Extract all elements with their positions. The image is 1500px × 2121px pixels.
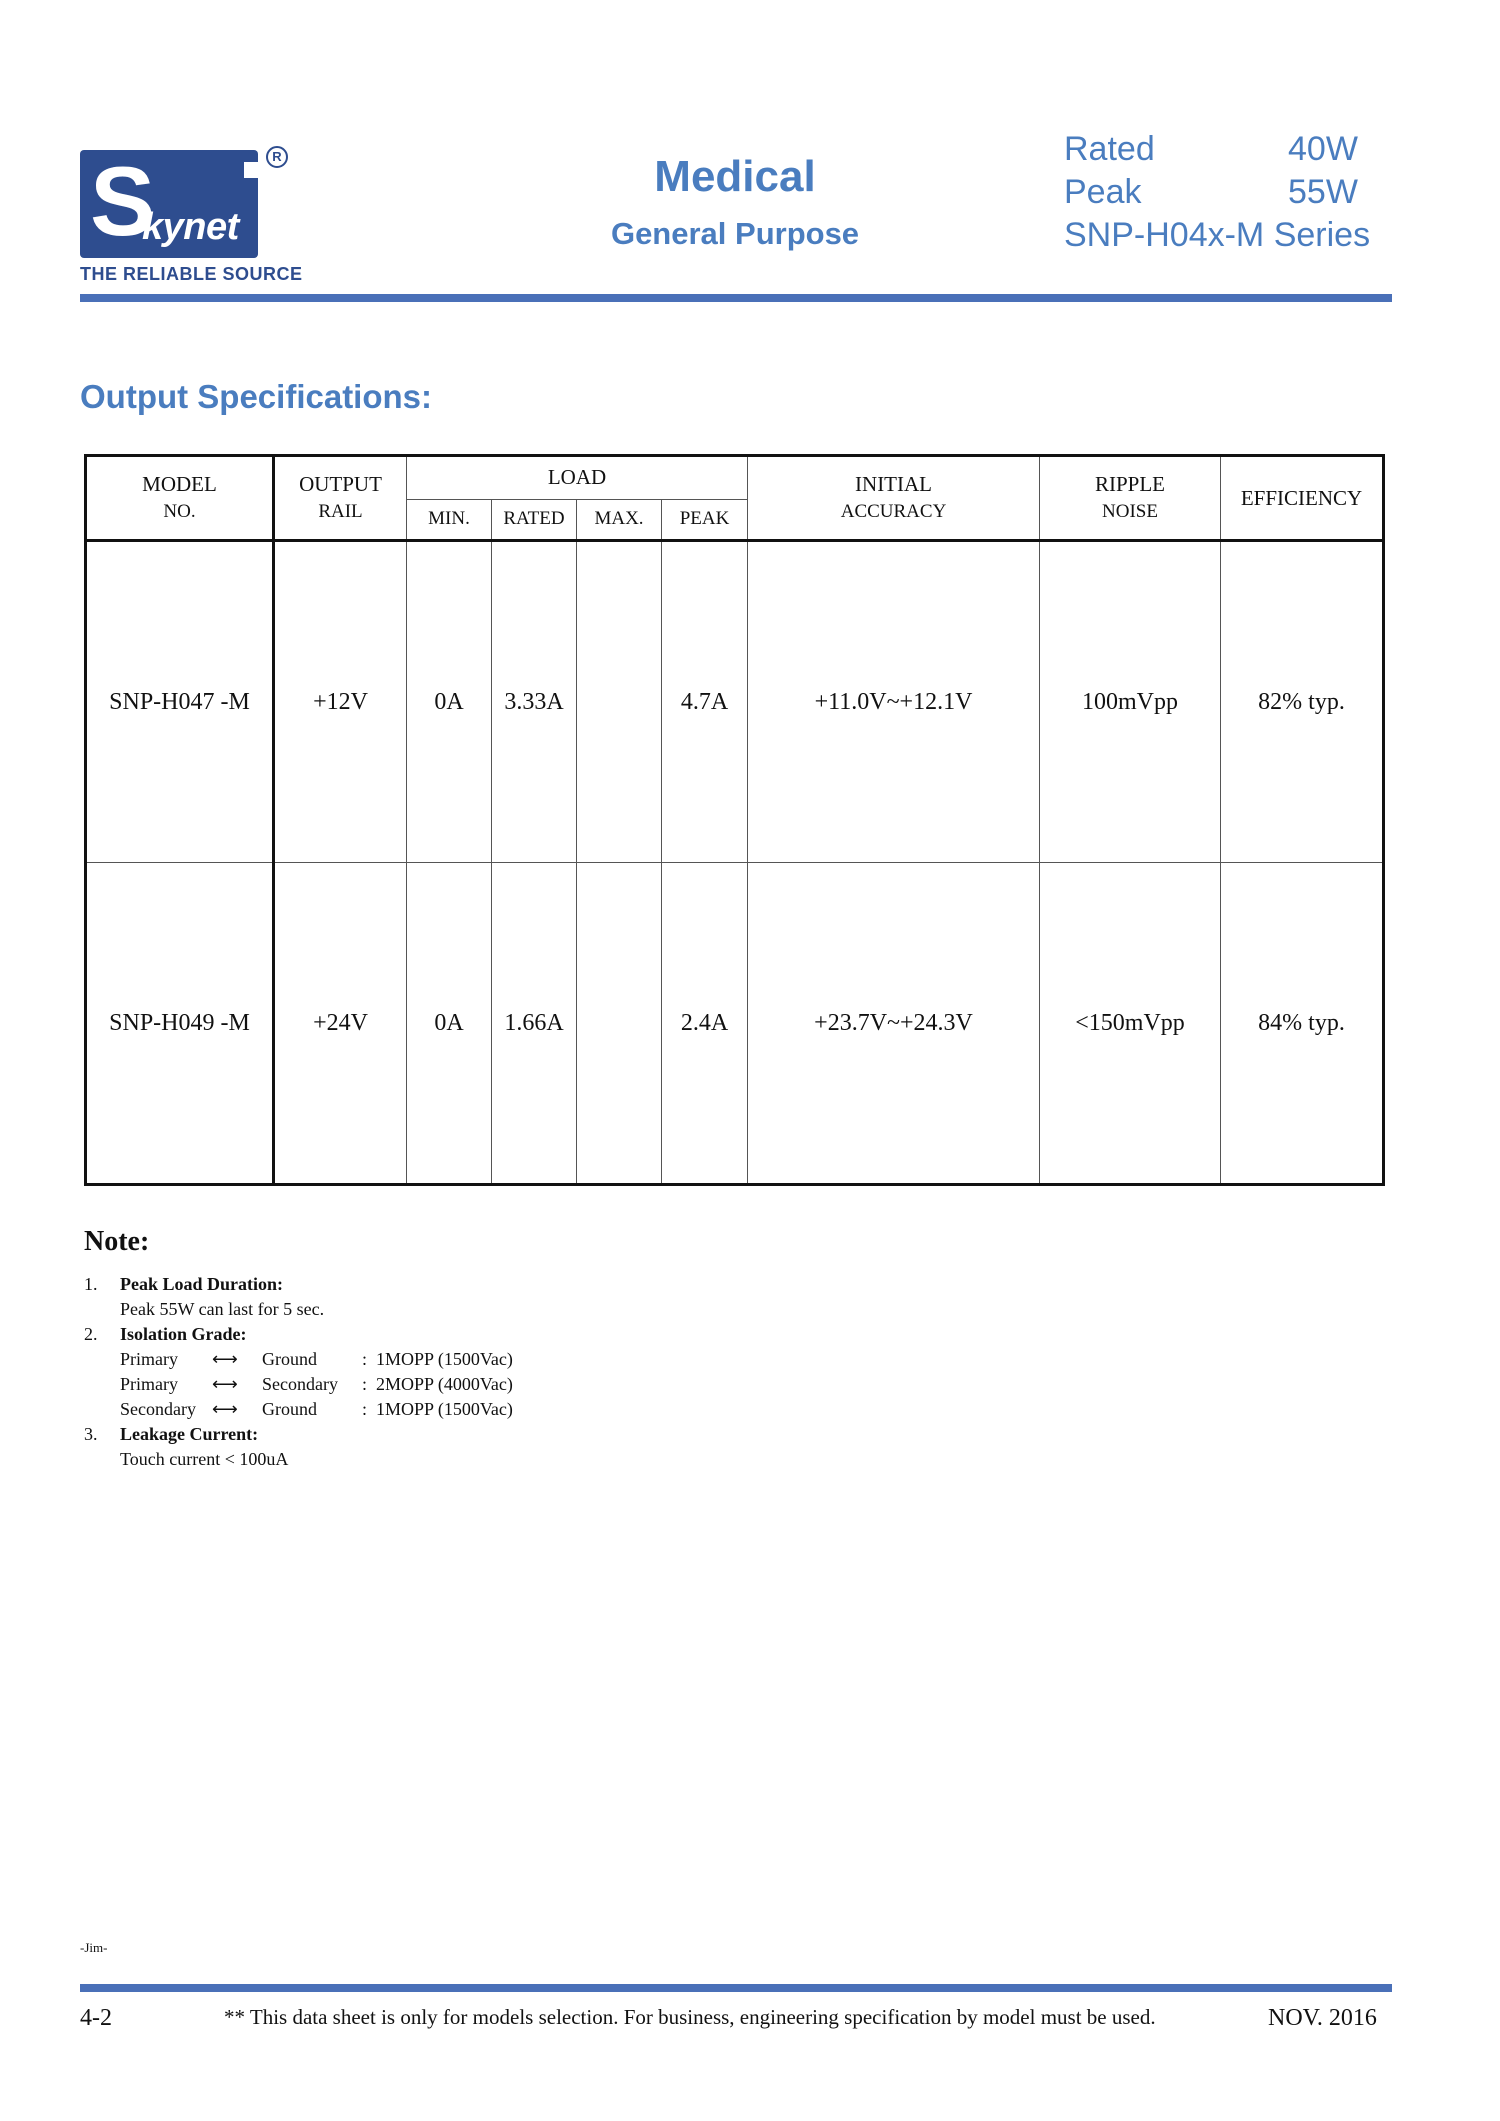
- isolation-side-a: Primary: [120, 1374, 178, 1394]
- isolation-side-b: Ground: [262, 1399, 317, 1419]
- header-efficiency: EFFICIENCY: [1221, 456, 1384, 541]
- section-title: Output Specifications:: [80, 378, 433, 415]
- isolation-row: [120, 1397, 784, 1422]
- cell-rated: 3.33A: [492, 541, 577, 863]
- header-initial: INITIAL: [748, 456, 1040, 500]
- note-text-row: [84, 1447, 784, 1472]
- registered-mark-icon: R: [266, 146, 288, 168]
- peak-label: Peak: [1064, 173, 1142, 211]
- isolation-side-a: Secondary: [120, 1399, 196, 1419]
- cell-model: SNP-H047 -M: [86, 541, 274, 863]
- cell-accuracy: +11.0V~+12.1V: [748, 541, 1040, 863]
- notes-section: [84, 1226, 784, 1472]
- header-noise: NOISE: [1040, 499, 1221, 541]
- footer-disclaimer: ** This data sheet is only for models selection. For business, engineering specification by model must be used.: [224, 2005, 1156, 2029]
- logo-tagline: THE RELIABLE SOURCE: [80, 264, 303, 284]
- table-row: [86, 863, 1384, 1185]
- cell-ripple: 100mVpp: [1040, 541, 1221, 863]
- document-title: Medical: [654, 152, 816, 201]
- document-subtitle: General Purpose: [610, 216, 860, 251]
- header-model-no: NO.: [86, 499, 274, 541]
- logo-wordmark: kynet: [142, 206, 239, 248]
- cell-efficiency: 82% typ.: [1221, 541, 1384, 863]
- isolation-row: [120, 1347, 784, 1372]
- isolation-side-b: Secondary: [262, 1374, 338, 1394]
- double-arrow-icon: ⟷: [212, 1399, 238, 1419]
- footer-date: NOV. 2016: [1268, 2005, 1377, 2031]
- cell-efficiency: 84% typ.: [1221, 863, 1384, 1185]
- note-text: Touch current < 100uA: [120, 1449, 289, 1469]
- header-min: MIN.: [407, 499, 492, 541]
- peak-value: 55W: [1288, 173, 1358, 211]
- header-divider: [80, 294, 1392, 302]
- isolation-value: 2MOPP (4000Vac): [376, 1374, 513, 1394]
- logo-mark: [80, 146, 258, 258]
- cell-max: [577, 863, 662, 1185]
- cell-peak: 2.4A: [662, 863, 748, 1185]
- header-rated: RATED: [492, 499, 577, 541]
- logo-letter: S: [90, 146, 156, 256]
- skynet-logo: [80, 146, 330, 286]
- header-ripple: RIPPLE: [1040, 456, 1221, 500]
- footer-divider: [80, 1984, 1392, 1992]
- isolation-value: 1MOPP (1500Vac): [376, 1399, 513, 1419]
- double-arrow-icon: ⟷: [212, 1374, 238, 1394]
- cell-min: 0A: [407, 863, 492, 1185]
- note-title: Isolation Grade:: [120, 1324, 247, 1344]
- double-arrow-icon: ⟷: [212, 1349, 238, 1369]
- isolation-separator: :: [362, 1349, 368, 1369]
- header-rail: RAIL: [274, 499, 407, 541]
- cell-accuracy: +23.7V~+24.3V: [748, 863, 1040, 1185]
- note-number: 3.: [84, 1424, 98, 1444]
- page-number: 4-2: [80, 2005, 112, 2031]
- note-title: Peak Load Duration:: [120, 1274, 284, 1294]
- cell-rail: +24V: [274, 863, 407, 1185]
- header-model: MODEL: [86, 456, 274, 500]
- header-output: OUTPUT: [274, 456, 407, 500]
- note-item: [84, 1422, 784, 1447]
- header-accuracy: ACCURACY: [748, 499, 1040, 541]
- note-text-row: [84, 1297, 784, 1322]
- output-spec-table: [84, 454, 1385, 1186]
- cell-model: SNP-H049 -M: [86, 863, 274, 1185]
- isolation-value: 1MOPP (1500Vac): [376, 1349, 513, 1369]
- cell-rated: 1.66A: [492, 863, 577, 1185]
- table-row: [86, 541, 1384, 863]
- header-max: MAX.: [577, 499, 662, 541]
- rated-value: 40W: [1288, 130, 1358, 168]
- cell-rail: +12V: [274, 541, 407, 863]
- cell-peak: 4.7A: [662, 541, 748, 863]
- note-number: 1.: [84, 1274, 98, 1294]
- header-load: LOAD: [407, 456, 748, 500]
- header-peak: PEAK: [662, 499, 748, 541]
- note-item: [84, 1322, 784, 1347]
- note-number: 2.: [84, 1324, 98, 1344]
- isolation-side-a: Primary: [120, 1349, 178, 1369]
- isolation-separator: :: [362, 1374, 368, 1394]
- cell-ripple: <150mVpp: [1040, 863, 1221, 1185]
- note-item: [84, 1272, 784, 1297]
- isolation-side-b: Ground: [262, 1349, 317, 1369]
- note-title: Leakage Current:: [120, 1424, 259, 1444]
- cell-min: 0A: [407, 541, 492, 863]
- cell-max: [577, 541, 662, 863]
- isolation-separator: :: [362, 1399, 368, 1419]
- rated-label: Rated: [1064, 130, 1155, 168]
- isolation-row: [120, 1372, 784, 1397]
- notes-heading: Note:: [84, 1226, 150, 1257]
- author-mark: -Jim-: [80, 1940, 108, 1955]
- note-text: Peak 55W can last for 5 sec.: [120, 1299, 325, 1319]
- series-name: SNP-H04x-M Series: [1064, 216, 1371, 254]
